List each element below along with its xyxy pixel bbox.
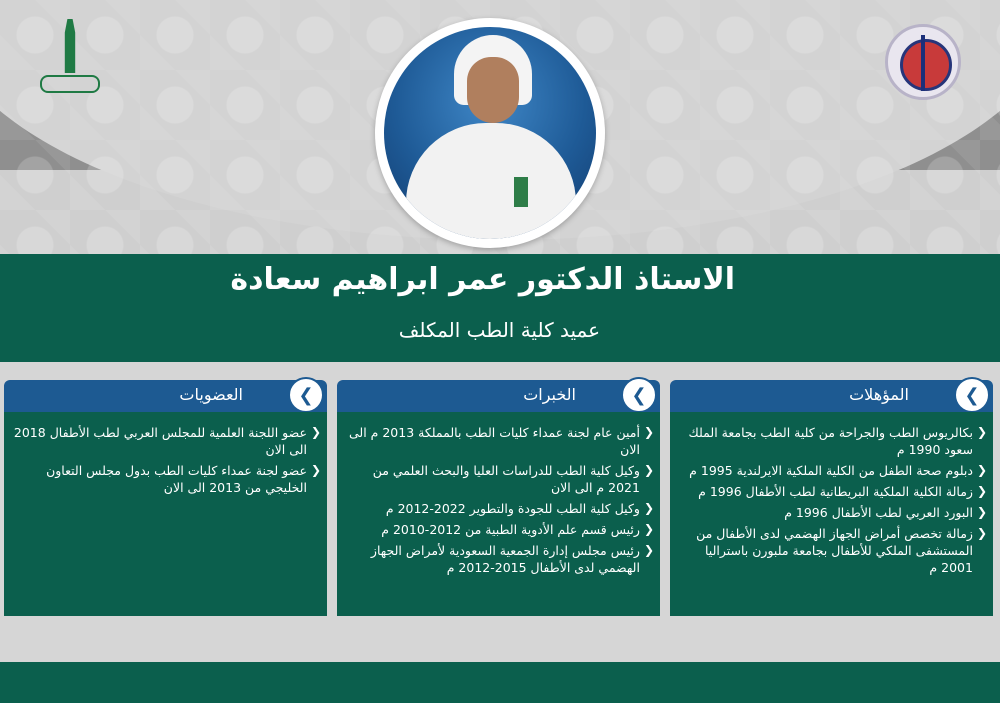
list-item-text: وكيل كلية الطب للجودة والتطوير 2022-2012 م: [385, 501, 640, 516]
chevron-left-icon[interactable]: ❮: [954, 377, 990, 413]
list-item-text: البورد العربي لطب الأطفال 1996 م: [784, 505, 973, 520]
qualifications-list: [670, 412, 993, 616]
portrait-face: [467, 57, 519, 123]
list-item: [341, 424, 654, 458]
list-item: [341, 542, 654, 576]
list-item: [674, 462, 987, 479]
list-item: [341, 500, 654, 517]
list-item: [674, 504, 987, 521]
list-item: [674, 424, 987, 458]
page-title: الاستاذ الدكتور عمر ابراهيم سعادة: [230, 262, 735, 297]
experience-card-header: [337, 380, 660, 412]
footer-band: [0, 662, 1000, 703]
portrait-photo: [384, 27, 596, 239]
list-item: [8, 424, 321, 458]
portrait-thobe: [406, 123, 576, 239]
chevron-left-icon: ❮: [643, 463, 654, 477]
university-logo-base: [40, 75, 100, 93]
list-item: [341, 462, 654, 496]
chevron-left-icon: ❮: [310, 463, 321, 477]
chevron-left-icon: ❮: [976, 463, 987, 477]
chevron-left-icon: ❮: [310, 425, 321, 439]
experience-title: الخبرات: [523, 385, 576, 404]
list-item: [341, 521, 654, 538]
chevron-left-icon: ❮: [976, 526, 987, 540]
list-item-text: بكالريوس الطب والجراحة من كلية الطب بجامعة الملك سعود 1990 م: [688, 425, 973, 457]
chevron-left-icon: ❮: [643, 425, 654, 439]
chevron-left-icon[interactable]: ❮: [621, 377, 657, 413]
list-item-text: عضو اللجنة العلمية للمجلس العربي لطب الأطفال 2018 الى الان: [13, 425, 307, 457]
memberships-list: [4, 412, 327, 616]
chevron-left-icon: ❮: [643, 501, 654, 515]
list-item-text: رئيس مجلس إدارة الجمعية السعودية لأمراض الجهاز الهضمي لدى الأطفال 2015-2012 م: [370, 543, 640, 575]
qualifications-card: [670, 380, 993, 616]
list-item: [8, 462, 321, 496]
memberships-card-header: [4, 380, 327, 412]
experience-card: [337, 380, 660, 616]
list-item: [674, 483, 987, 500]
memberships-title: العضويات: [179, 385, 243, 404]
chevron-left-icon: ❮: [976, 505, 987, 519]
caduceus-icon: [921, 35, 925, 91]
list-item-text: أمين عام لجنة عمداء كليات الطب بالمملكة 2013 م الى الان: [348, 425, 640, 457]
list-item-text: زمالة تخصص أمراض الجهاز الهضمي لدى الأطفال من المستشفى الملكي للأطفال بجامعة ملبورن باستراليا 2001 م: [696, 526, 973, 575]
memberships-card: [4, 380, 327, 616]
experience-list: [337, 412, 660, 616]
portrait-frame: [375, 18, 605, 248]
university-logo: [40, 15, 100, 97]
portrait-badge: [514, 177, 528, 207]
faculty-of-medicine-logo: [885, 24, 961, 100]
qualifications-title: المؤهلات: [849, 385, 909, 404]
list-item-text: وكيل كلية الطب للدراسات العليا والبحث العلمي من 2021 م الى الان: [372, 463, 640, 495]
list-item-text: دبلوم صحة الطفل من الكلية الملكية الايرلندية 1995 م: [689, 463, 973, 478]
page-subtitle: عميد كلية الطب المكلف: [398, 318, 600, 342]
chevron-left-icon: ❮: [643, 522, 654, 536]
university-logo-tower: [57, 19, 83, 73]
chevron-left-icon: ❮: [976, 425, 987, 439]
qualifications-card-header: [670, 380, 993, 412]
faculty-logo-shield: [900, 39, 952, 91]
list-item-text: زمالة الكلية الملكية البريطانية لطب الأطفال 1996 م: [698, 484, 973, 499]
list-item: [674, 525, 987, 576]
chevron-left-icon[interactable]: ❮: [288, 377, 324, 413]
list-item-text: عضو لجنة عمداء كليات الطب بدول مجلس التعاون الخليجي من 2013 الى الان: [46, 463, 307, 495]
list-item-text: رئيس قسم علم الأدوية الطبية من 2012-2010 م: [381, 522, 640, 537]
chevron-left-icon: ❮: [976, 484, 987, 498]
chevron-left-icon: ❮: [643, 543, 654, 557]
